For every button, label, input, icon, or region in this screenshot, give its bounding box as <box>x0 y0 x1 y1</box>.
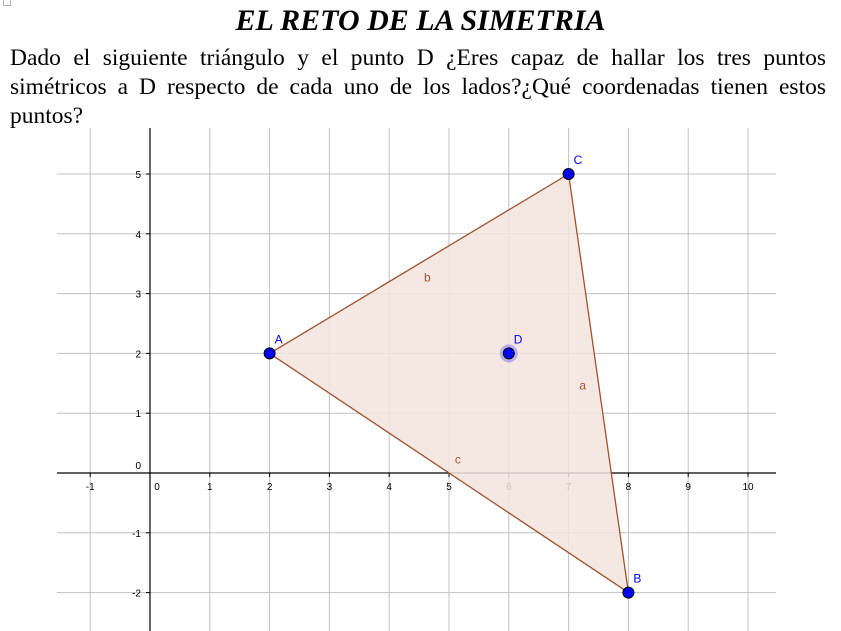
point-C <box>563 169 574 180</box>
prompt-text-2: ¿ <box>521 74 532 100</box>
y-tick-label: 0 <box>135 461 141 472</box>
point-label-A: A <box>274 332 283 347</box>
y-tick-label: 5 <box>135 170 141 181</box>
x-tick-label: 2 <box>266 482 273 493</box>
y-tick-label: -1 <box>132 528 141 540</box>
point-D <box>503 348 514 359</box>
prompt-text-3: Qué coordenadas tienen estos puntos? <box>10 74 827 129</box>
x-tick-label: 9 <box>685 482 691 493</box>
point-A <box>264 348 275 359</box>
point-label-D: D <box>513 332 523 347</box>
y-tick-label: -2 <box>132 588 141 600</box>
x-tick-label: 1 <box>207 482 213 493</box>
x-tick-label: 0 <box>154 482 160 493</box>
point-label-B: B <box>633 571 642 586</box>
x-tick-label: 4 <box>386 482 392 493</box>
y-tick-label: 4 <box>135 229 141 241</box>
prompt-text-1: Dado el siguiente triángulo y el punto D ¿Eres capaz de hallar los tres puntos simétricos a D respecto de cada uno de los lados? <box>10 45 826 100</box>
segment-label-b: b <box>423 270 431 285</box>
x-tick-label: 8 <box>625 482 632 493</box>
y-tick-label: 2 <box>135 349 141 361</box>
segment-label-a: a <box>579 378 587 393</box>
x-tick-label: 10 <box>742 482 754 493</box>
x-tick-label: -1 <box>85 482 95 493</box>
point-B <box>623 587 634 598</box>
segment-label-c: c <box>454 452 461 467</box>
x-tick-label: 5 <box>446 482 452 493</box>
y-tick-label: 1 <box>135 409 141 421</box>
point-label-C: C <box>573 153 583 167</box>
y-tick-label: 3 <box>135 289 141 301</box>
x-tick-label: 3 <box>326 482 333 493</box>
page-title: EL RETO DE LA SIMETRIA <box>235 4 606 37</box>
